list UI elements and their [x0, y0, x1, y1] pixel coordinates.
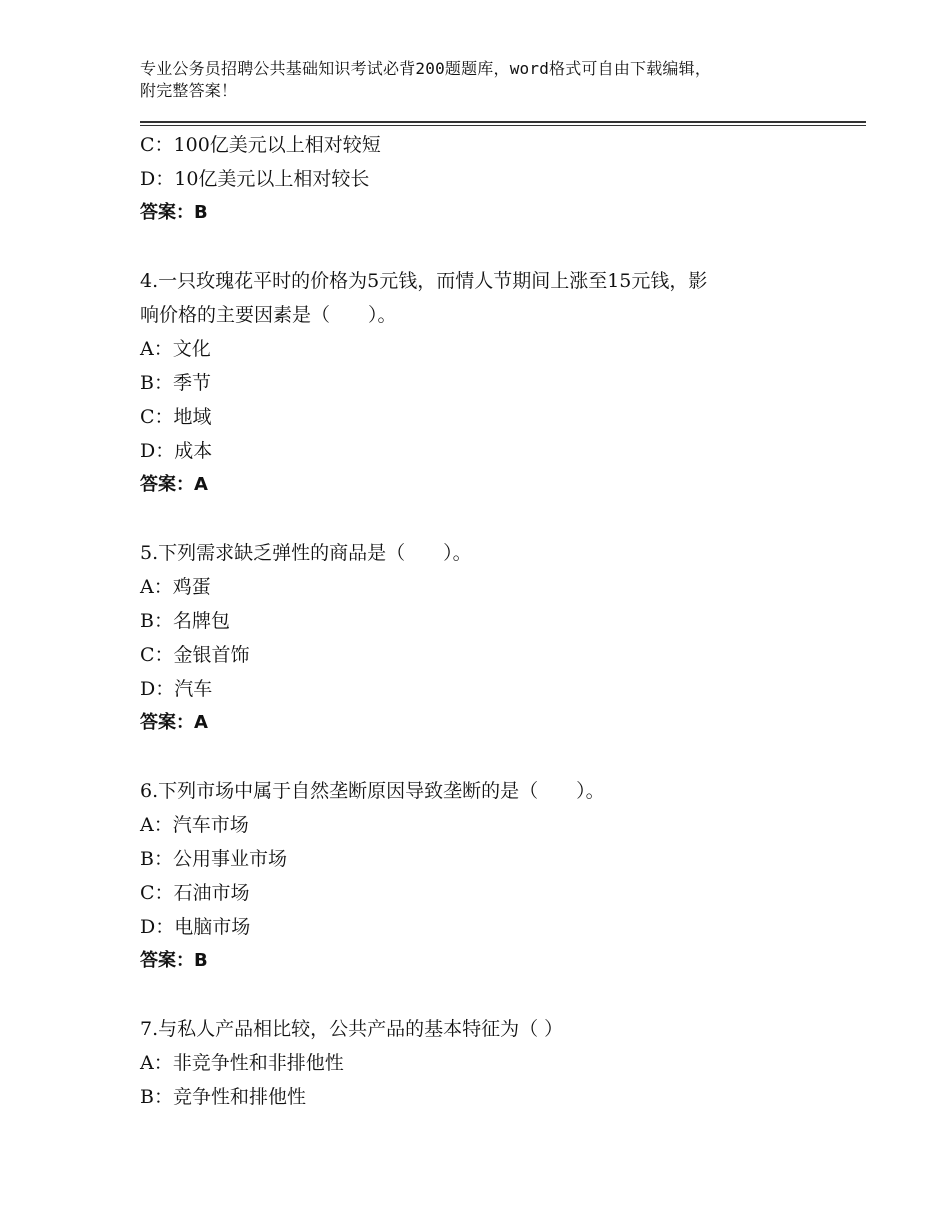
answer-line: 答案：B: [140, 950, 208, 971]
question-stem-line: 5.下列需求缺乏弹性的商品是（ ）。: [140, 542, 472, 564]
option-b: B：竞争性和排他性: [140, 1086, 306, 1108]
option-a: A：鸡蛋: [140, 576, 211, 598]
question-list: [140, 128, 840, 1114]
question-stem-line: 6.下列市场中属于自然垄断原因导致垄断的是（ ）。: [140, 780, 605, 802]
option-d: D：10亿美元以上相对较长: [140, 168, 370, 190]
option-c: C：地域: [140, 406, 212, 428]
header-line-1: 专业公务员招聘公共基础知识考试必背200题题库，word格式可自由下载编辑，: [140, 59, 712, 78]
header-divider: [140, 121, 866, 126]
question-6: [140, 774, 840, 978]
question-7: [140, 1012, 840, 1114]
question-5: [140, 536, 840, 740]
answer-line: 答案：A: [140, 712, 208, 733]
option-a: A：文化: [140, 338, 211, 360]
option-d: D：汽车: [140, 678, 213, 700]
spacer: [140, 740, 840, 774]
option-c: C：100亿美元以上相对较短: [140, 134, 381, 156]
answer-line: 答案：A: [140, 474, 208, 495]
spacer: [140, 502, 840, 536]
option-b: B：公用事业市场: [140, 848, 287, 870]
question-4: [140, 264, 840, 502]
answer-line: 答案：B: [140, 202, 208, 223]
option-a: A：非竞争性和非排他性: [140, 1052, 344, 1074]
question-stem-line: 4.一只玫瑰花平时的价格为5元钱，而情人节期间上涨至15元钱，影: [140, 270, 708, 292]
option-a: A：汽车市场: [140, 814, 249, 836]
option-c: C：金银首饰: [140, 644, 250, 666]
question-stem-line: 响价格的主要因素是（ ）。: [140, 304, 397, 326]
option-b: B：名牌包: [140, 610, 230, 632]
spacer: [140, 978, 840, 1012]
option-b: B：季节: [140, 372, 211, 394]
spacer: [140, 230, 840, 264]
document-header: [140, 58, 840, 102]
option-d: D：成本: [140, 440, 213, 462]
option-d: D：电脑市场: [140, 916, 251, 938]
question-stem-line: 7.与私人产品相比较，公共产品的基本特征为（ ）: [140, 1018, 564, 1040]
header-line-2: 附完整答案！: [140, 81, 238, 100]
option-c: C：石油市场: [140, 882, 250, 904]
continued-question: [140, 128, 840, 230]
